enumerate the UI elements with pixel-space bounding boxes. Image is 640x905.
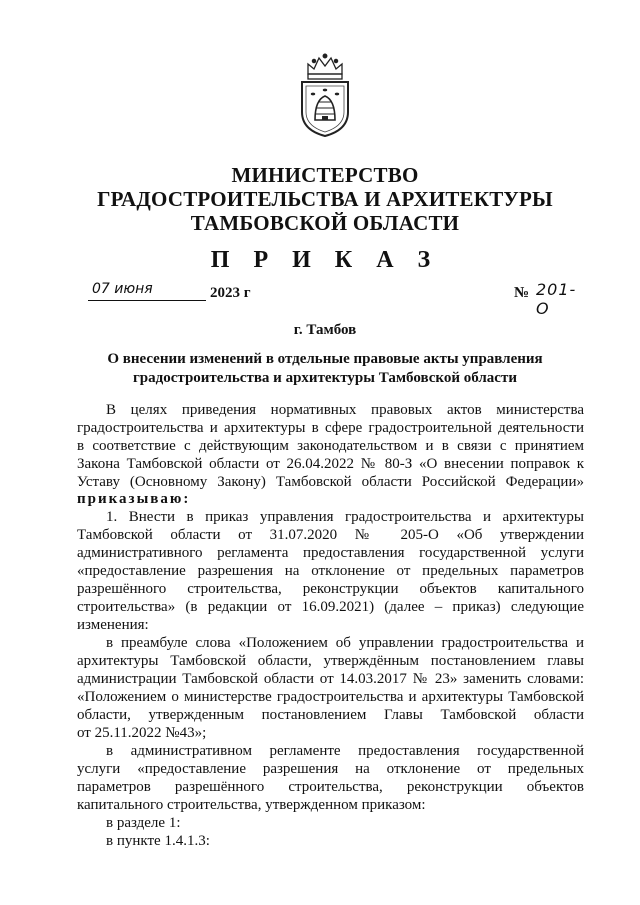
subject-line-1: О внесении изменений в отдельные правовые акты управления <box>107 351 543 367</box>
number-label: № <box>514 285 530 301</box>
ministry-name-line-3: ТАМБОВСКОЙ ОБЛАСТИ <box>190 211 460 235</box>
body-line: администрации Тамбовской области от 14.03.2017 № 23» заменить словами: <box>77 671 584 687</box>
body-line: от 25.11.2022 №43»; <box>77 725 207 741</box>
subject-line-2: градостроительства и архитектуры Тамбовской области <box>133 370 517 386</box>
body-line: 1. Внести в приказ управления градостроительства и архитектуры <box>106 509 584 525</box>
body-line: в соответствие с действующим законодательством и в связи с принятием <box>77 438 584 454</box>
body-line: услуги «предоставление разрешения на отклонение от предельных <box>77 761 584 777</box>
body-line: архитектуры Тамбовской области, утверждённым постановлением главы <box>77 653 584 669</box>
body-line: в пункте 1.4.1.3: <box>106 833 210 849</box>
body-line: административного регламента предоставления государственной услуги <box>77 545 584 561</box>
body-line: Закона Тамбовской области от 26.04.2022 № 80-З «О внесении поправок к <box>77 456 584 472</box>
city: г. Тамбов <box>293 322 357 338</box>
body-line: градостроительства и архитектуры в сфере градостроительной деятельности <box>77 420 584 436</box>
body-line: Тамбовской области от 31.07.2020 № 205-О «Об утверждении <box>77 527 584 543</box>
ministry-name-line-1: МИНИСТЕРСТВО <box>231 163 419 187</box>
body-line: «предоставление разрешения на отклонение от предельных параметров <box>77 563 584 579</box>
body-line: изменения: <box>77 617 149 633</box>
body-line: разрешённого строительства, реконструкции объектов капитального <box>77 581 584 597</box>
body-line: в разделе 1: <box>106 815 181 831</box>
body-line: Уставу (Основному Закону) Тамбовской области Российской Федерации» <box>77 474 584 490</box>
handwritten-number: 201-О <box>536 280 577 318</box>
body-line: в административном регламенте предоставления государственной <box>106 743 584 759</box>
body-line: параметров разрешённого строительства, реконструкции объектов <box>77 779 584 795</box>
body-line: В целях приведения нормативных правовых актов министерства <box>106 402 584 418</box>
coat-of-arms-icon <box>296 52 354 138</box>
body-line: в преамбуле слова «Положением об управлении градостроительства и <box>106 635 584 651</box>
handwritten-date: 07 июня <box>88 281 206 301</box>
body-line: капитального строительства, утвержденном приказом: <box>77 797 426 813</box>
ministry-name-line-2: ГРАДОСТРОИТЕЛЬСТВА И АРХИТЕКТУРЫ <box>97 187 553 211</box>
year: 2023 г <box>210 285 251 301</box>
document-type-heading: П Р И К А З <box>210 247 440 273</box>
body-line: строительства» (в редакции от 16.09.2021) (далее – приказ) следующие <box>77 599 584 615</box>
body-line: области, утвержденным постановлением Главы Тамбовской области <box>77 707 584 723</box>
order-word: приказываю: <box>77 491 191 507</box>
body-line: «Положением о министерстве градостроительства и архитектуры Тамбовской <box>77 689 584 705</box>
date-number-row <box>88 280 577 318</box>
